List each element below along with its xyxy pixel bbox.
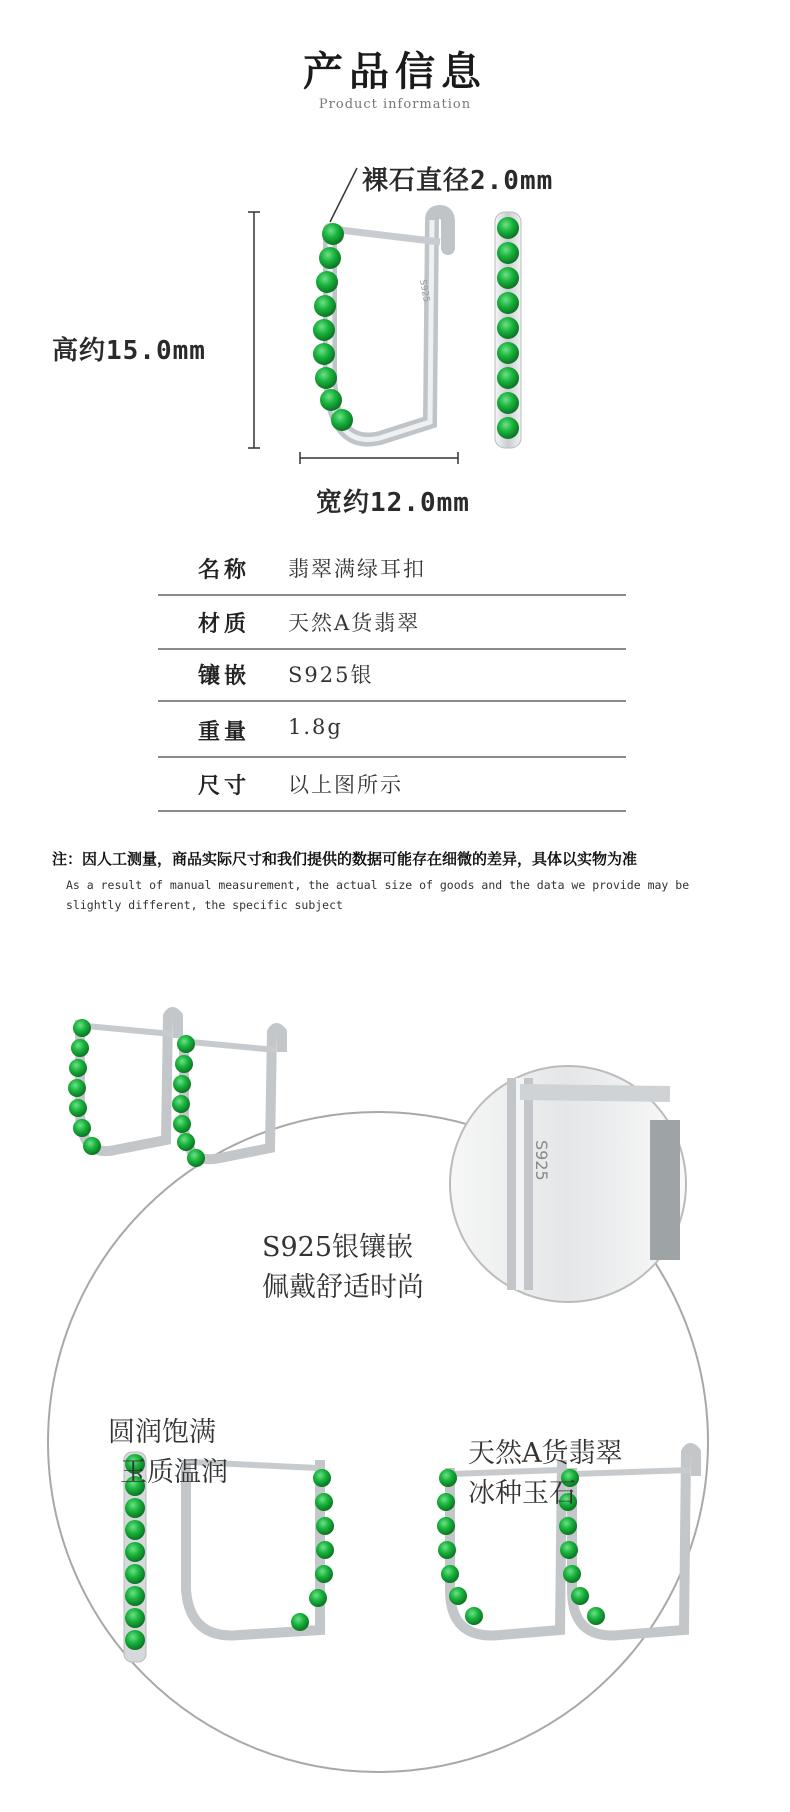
feature-round xyxy=(108,1413,228,1493)
spec-label: 尺寸 xyxy=(198,774,251,799)
spec-row xyxy=(158,540,626,596)
spec-label: 名称 xyxy=(198,558,251,583)
feature-jade-line2: 冰种玉石 xyxy=(468,1478,576,1509)
spec-value: 翡翠满绿耳扣 xyxy=(288,557,426,581)
engraving-text: S925 xyxy=(532,1140,551,1181)
spec-value: 1.8g xyxy=(288,715,343,739)
spec-row xyxy=(158,702,626,758)
page-subtitle: Product information xyxy=(318,97,472,112)
feature-round-line2: 玉质温润 xyxy=(120,1457,228,1488)
spec-value: 以上图所示 xyxy=(288,773,403,797)
feature-showcase xyxy=(0,990,790,1812)
feature-jade-line1: 天然A货翡翠 xyxy=(468,1438,623,1469)
height-label: 高约15.0mm xyxy=(52,336,206,366)
spec-label: 重量 xyxy=(198,720,251,745)
feature-silver-line2: 佩戴舒适时尚 xyxy=(262,1272,424,1303)
measurement-note-en: As a result of manual measurement, the actual size of goods and the data we provide may be slightly different, the specific subject xyxy=(66,878,690,912)
feature-silver xyxy=(262,1228,424,1308)
width-label: 宽约12.0mm xyxy=(316,488,470,518)
svg-text:S925: S925 xyxy=(417,278,431,304)
spec-row xyxy=(158,756,626,812)
feature-silver-line1: S925银镶嵌 xyxy=(262,1232,414,1263)
feature-jade xyxy=(468,1434,623,1514)
spec-value: S925银 xyxy=(288,663,374,687)
spec-row xyxy=(158,646,626,702)
feature-round-line1: 圆润饱满 xyxy=(108,1417,216,1448)
page-title: 产品信息 xyxy=(303,49,487,95)
spec-value: 天然A货翡翠 xyxy=(288,611,421,635)
spec-row xyxy=(158,594,626,650)
spec-label: 镶嵌 xyxy=(198,664,251,689)
measurement-note: 注：因人工测量，商品实际尺寸和我们提供的数据可能存在细微的差异，具体以实物为准 xyxy=(52,850,638,868)
stone-diameter-label: 裸石直径2.0mm xyxy=(362,166,554,196)
spec-label: 材质 xyxy=(198,612,251,637)
